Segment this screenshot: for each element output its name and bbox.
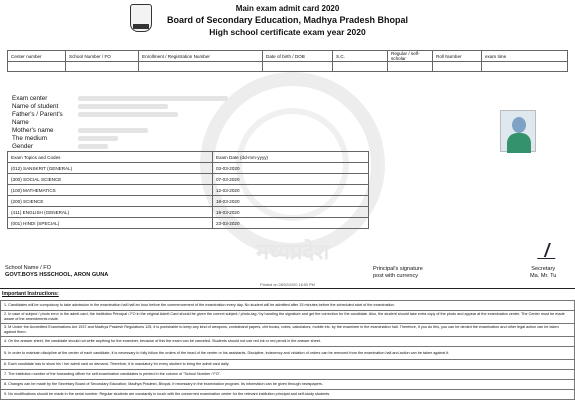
exam-subject: (100) MATHEMATICS bbox=[8, 185, 213, 196]
table-row bbox=[1, 380, 575, 390]
info-value-cell bbox=[333, 62, 388, 72]
instruction-item: 8. Changes can be made by the Secretary Board of Secondary Education, Madhya Pradesh, Bhopal, if necessary in the examination program. Its information can be given through newspapers. bbox=[1, 380, 575, 390]
school-label: School Name / FO bbox=[5, 265, 52, 271]
watermark-text: मध्यप्रदेश bbox=[255, 239, 330, 264]
table-row bbox=[1, 360, 575, 370]
principal-signature-label: Principal's signature bbox=[373, 266, 423, 272]
table-row bbox=[8, 174, 369, 185]
divider bbox=[0, 288, 575, 289]
exam-subject: (200) SCIENCE bbox=[8, 196, 213, 207]
principal-block bbox=[373, 266, 423, 280]
instruction-item: 5. In order to maintain discipline at the center of each candidate, it is necessary to fully follow the orders of the head of the center or his assistants. Discipline, indecency and violation of orders can be removed from the examination hall and action can be taken against it. bbox=[1, 347, 575, 360]
instruction-item: 1. Candidates will be compulsory to take admission in the examination hall half an hour before the commencement of the examination every day. No student will be admitted after 15 minutes before the scheduled start of the examination. bbox=[1, 301, 575, 311]
table-row bbox=[8, 185, 369, 196]
info-header-cell: S.C. bbox=[333, 51, 388, 62]
exam-date-header: Exam Date (dd-mm-yyyy) bbox=[213, 152, 369, 163]
info-value-cell bbox=[388, 62, 433, 72]
exam-date: 19-03-2020 bbox=[213, 207, 369, 218]
exam-date: 12-03-2020 bbox=[213, 185, 369, 196]
table-row bbox=[1, 301, 575, 311]
instruction-item: 7. The institution number of the forwarding officer for self-examination candidates is printed in the column of "School Number / FO". bbox=[1, 370, 575, 380]
exam-subject-header: Exam Topics and Codes bbox=[8, 152, 213, 163]
info-value-cell bbox=[139, 62, 263, 72]
info-header-cell: Center number bbox=[8, 51, 66, 62]
table-row bbox=[1, 311, 575, 324]
label-medium: The medium bbox=[12, 135, 47, 142]
table-row bbox=[1, 390, 575, 400]
secretary-block bbox=[530, 266, 556, 280]
school-block bbox=[5, 265, 108, 279]
info-header-cell: Date of birth / DOB bbox=[263, 51, 333, 62]
label-exam-center: Exam center bbox=[12, 95, 48, 102]
exam-date: 07-03-2020 bbox=[213, 174, 369, 185]
table-row bbox=[1, 324, 575, 337]
card-header bbox=[0, 3, 575, 38]
info-header-cell: exam time bbox=[482, 51, 568, 62]
info-value-cell bbox=[433, 62, 482, 72]
info-value-row bbox=[8, 62, 568, 72]
secretary-name: Ma. Mr. Tu bbox=[530, 273, 557, 279]
exam-schedule-table bbox=[7, 151, 369, 229]
principal-post-label: post with currency bbox=[373, 273, 419, 279]
redacted-father-name bbox=[78, 112, 178, 117]
school-name: GOVT.BOYS HSSCHOOL, ARON GUNA bbox=[5, 272, 109, 278]
instructions-table bbox=[0, 300, 575, 400]
table-row bbox=[8, 163, 369, 174]
exam-subject: (411) ENGLISH (GENERAL) bbox=[8, 207, 213, 218]
exam-name: High school certificate exam year 2020 bbox=[209, 27, 366, 37]
exam-date: 03-03-2020 bbox=[213, 163, 369, 174]
secretary-label: Secretary bbox=[531, 266, 556, 272]
instruction-item: 4. On the answer sheet, the candidate should not write anything for the examiner, because of this the exam can be canceled. Students should not use red ink or red pencil in the answer sheet. bbox=[1, 337, 575, 347]
instruction-item: 2. In case of subject / photo error in the admit card, the institution Principal / FO in the original Admit Card should be given the correct subject / photo-tag / by handing the signature and get the correction for the candidate. Also, the student should take extra copy of the photo and appear at the examination center. The Center must be made aware of the amendments made. bbox=[1, 311, 575, 324]
exam-subject: (300) SOCIAL SCIENCE bbox=[8, 174, 213, 185]
info-value-cell bbox=[8, 62, 66, 72]
table-row bbox=[8, 196, 369, 207]
table-row bbox=[8, 207, 369, 218]
redacted-exam-center bbox=[78, 96, 228, 101]
label-father-name: Father's / Parent's Name bbox=[12, 111, 63, 126]
instruction-item: 6. Each candidate has to show his / her admit card on demand. Therefore, it is mandatory for every student to bring the admit card daily. bbox=[1, 360, 575, 370]
secretary-signature bbox=[537, 243, 561, 259]
candidate-photo bbox=[500, 110, 536, 152]
info-header-cell: Regular / self-scholar bbox=[388, 51, 433, 62]
info-value-cell bbox=[263, 62, 333, 72]
exam-date: 23-03-2020 bbox=[213, 218, 369, 229]
info-header-row bbox=[8, 51, 568, 62]
candidate-details bbox=[12, 95, 72, 151]
exam-date: 18-03-2020 bbox=[213, 196, 369, 207]
table-row bbox=[8, 218, 369, 229]
redacted-mother-name bbox=[78, 128, 148, 133]
info-value-cell bbox=[66, 62, 139, 72]
info-header-cell: Roll Number bbox=[433, 51, 482, 62]
card-title: Main exam admit card 2020 bbox=[235, 4, 340, 13]
info-header-cell: Enrollment / Registration Number bbox=[139, 51, 263, 62]
exam-subject: (001) HINDI (SPECIAL) bbox=[8, 218, 213, 229]
exam-header-row bbox=[8, 152, 369, 163]
table-row bbox=[1, 337, 575, 347]
label-mother-name: Mother's name bbox=[12, 127, 54, 134]
instructions-title: Important Instructions: bbox=[2, 291, 59, 297]
exam-subject: (012) SANSKRIT (GENERAL) bbox=[8, 163, 213, 174]
redacted-student-name bbox=[78, 104, 168, 109]
redacted-medium bbox=[78, 136, 118, 141]
label-gender: Gender bbox=[12, 143, 34, 150]
table-row bbox=[1, 370, 575, 380]
printed-on: Printed on 28/02/2020 16:50 PM bbox=[260, 283, 315, 287]
info-header-cell: School Number / FO bbox=[66, 51, 139, 62]
instruction-item: 3. M Under the Accredited Examinations Act 1937 and Madhya Pradesh Regulations 125, it is punishable to keep any kind of weapons, contraband papers, chit books, notes, calculators, mobile etc. by the examinee in the examination hall. Therefore, if you do this, you can be denied the examination and other legal action can be taken against them. bbox=[1, 324, 575, 337]
candidate-info-table bbox=[7, 50, 568, 72]
board-name: Board of Secondary Education, Madhya Pradesh Bhopal bbox=[166, 15, 409, 25]
info-value-cell bbox=[482, 62, 568, 72]
label-student-name: Name of student bbox=[12, 103, 59, 110]
instruction-item: 9. No modifications should be made in the serial number. Regular students are constantly in touch with the concerned examination center for the relevant institution principal and self-study students. bbox=[1, 390, 575, 400]
table-row bbox=[1, 347, 575, 360]
redacted-gender bbox=[78, 144, 108, 149]
